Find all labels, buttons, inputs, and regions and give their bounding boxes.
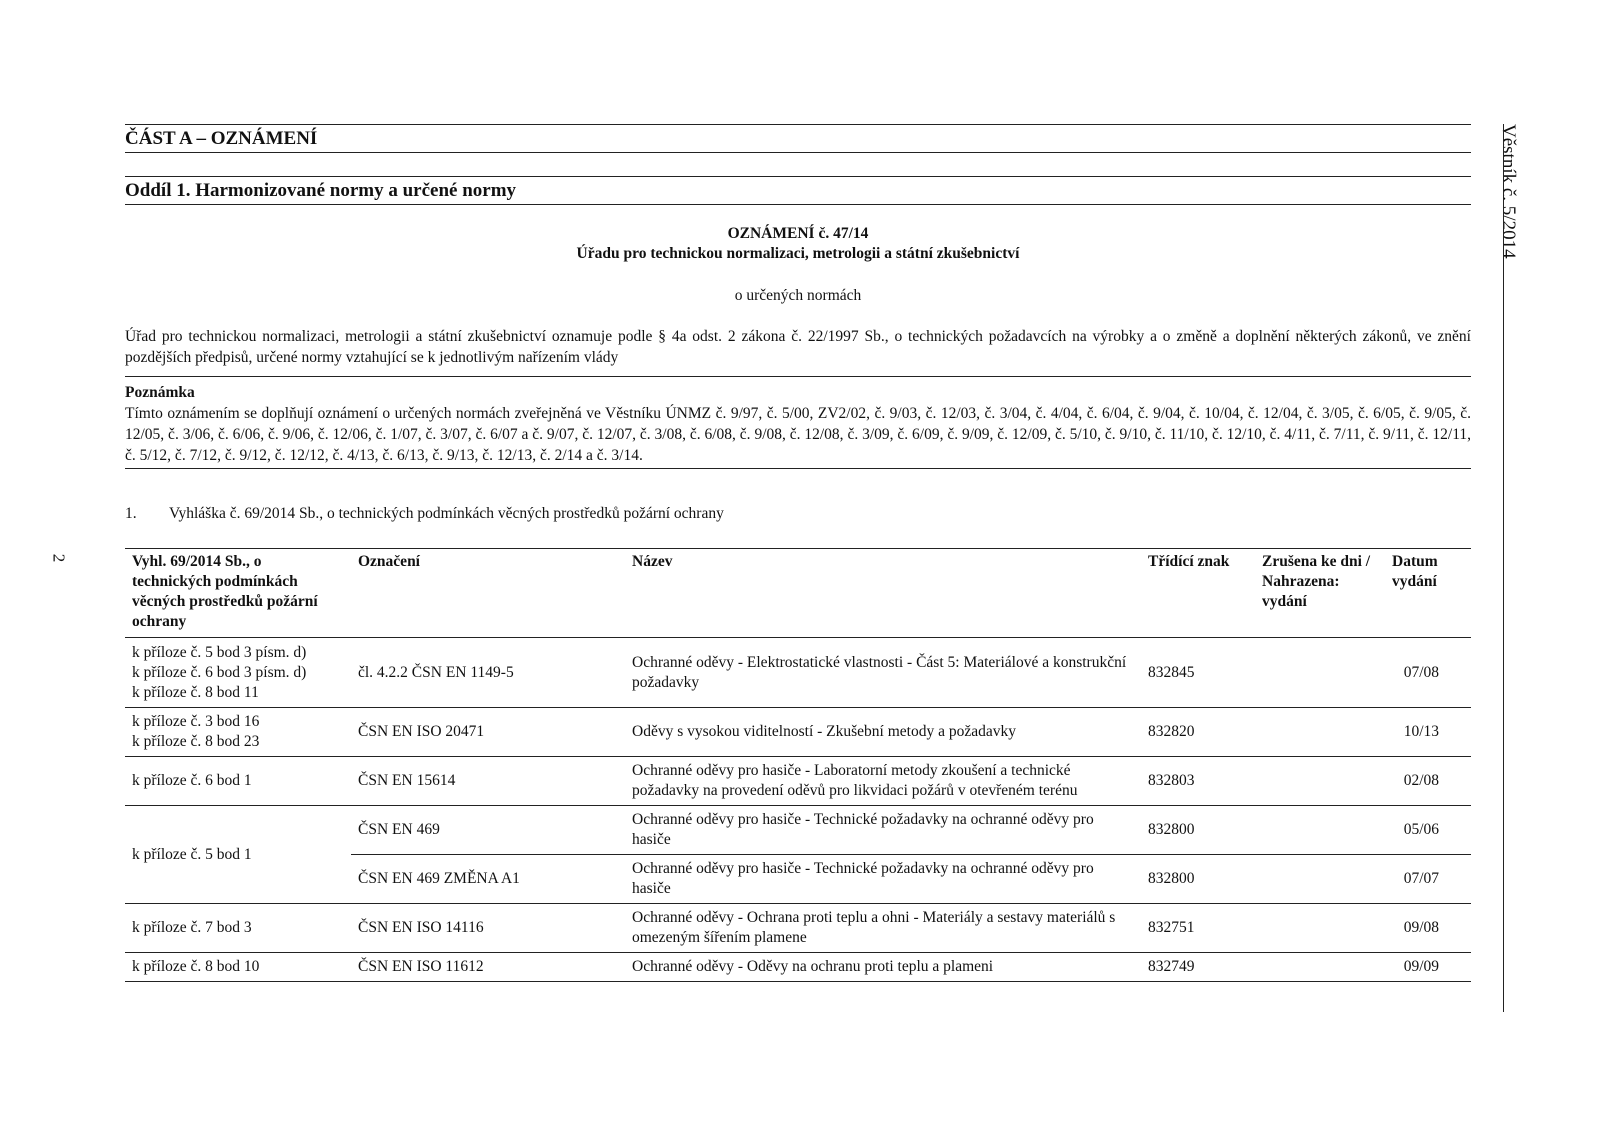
cell-code: 832751 (1141, 904, 1255, 953)
notice-issuer: Úřadu pro technickou normalizaci, metrologii a státní zkušebnictví (576, 245, 1020, 262)
header-cancelled: Zrušena ke dni / Nahrazena: vydání (1255, 549, 1385, 638)
note-heading: Poznámka (125, 384, 195, 401)
part-title-rule (125, 152, 1471, 153)
cell-designation: čl. 4.2.2 ČSN EN 1149-5 (351, 638, 625, 708)
cell-code: 832820 (1141, 708, 1255, 757)
cell-annex: k příloze č. 3 bod 16 k příloze č. 8 bod 23 (125, 708, 351, 757)
norms-table (125, 548, 1471, 982)
section-top-rule (125, 176, 1471, 177)
table-row (125, 904, 1471, 953)
cell-date: 07/07 (1385, 855, 1471, 904)
cell-designation: ČSN EN ISO 20471 (351, 708, 625, 757)
section-bottom-rule (125, 204, 1471, 205)
part-title: ČÁST A – OZNÁMENÍ (125, 128, 318, 149)
note-block (125, 382, 1471, 466)
note-top-rule (125, 376, 1471, 377)
note-bottom-rule (125, 468, 1471, 469)
cell-cancelled (1255, 855, 1385, 904)
table-row (125, 638, 1471, 708)
cell-cancelled (1255, 638, 1385, 708)
cell-cancelled (1255, 904, 1385, 953)
table-row (125, 806, 1471, 855)
header-annex: Vyhl. 69/2014 Sb., o technických podmínkách věcných prostředků požární ochrany (125, 549, 351, 638)
table-row (125, 953, 1471, 982)
cell-designation: ČSN EN ISO 14116 (351, 904, 625, 953)
list-item-number: 1. (125, 505, 137, 522)
right-margin-rule (1503, 124, 1504, 1012)
top-rule (125, 124, 1471, 125)
cell-code: 832803 (1141, 757, 1255, 806)
cell-name: Ochranné oděvy pro hasiče - Technické požadavky na ochranné oděvy pro hasiče (625, 855, 1141, 904)
cell-annex: k příloze č. 6 bod 1 (125, 757, 351, 806)
cell-name: Ochranné oděvy pro hasiče - Laboratorní metody zkoušení a technické požadavky na provedení oděvů pro likvidaci požárů v otevřeném terénu (625, 757, 1141, 806)
cell-annex: k příloze č. 8 bod 10 (125, 953, 351, 982)
cell-cancelled (1255, 806, 1385, 855)
notice-intro: Úřad pro technickou normalizaci, metrologii a státní zkušebnictví oznamuje podle § 4a odst. 2 zákona č. 22/1997 Sb., o technických požadavcích na výrobky a o změně a doplnění některých zákonů, ve znění pozdějších předpisů, určené normy vztahující se k jednotlivým nařízením vlády (125, 328, 1471, 366)
cell-date: 09/09 (1385, 953, 1471, 982)
cell-name: Oděvy s vysokou viditelností - Zkušební metody a požadavky (625, 708, 1141, 757)
cell-name: Ochranné oděvy - Oděvy na ochranu proti teplu a plameni (625, 953, 1141, 982)
cell-designation: ČSN EN 469 ZMĚNA A1 (351, 855, 625, 904)
cell-designation: ČSN EN 469 (351, 806, 625, 855)
cell-name: Ochranné oděvy pro hasiče - Technické požadavky na ochranné oděvy pro hasiče (625, 806, 1141, 855)
table-row (125, 757, 1471, 806)
header-designation: Označení (351, 549, 625, 638)
table-row (125, 708, 1471, 757)
journal-side-label: Věstník č. 5/2014 (1498, 124, 1519, 259)
cell-code: 832749 (1141, 953, 1255, 982)
cell-code: 832800 (1141, 855, 1255, 904)
cell-name: Ochranné oděvy - Elektrostatické vlastnosti - Část 5: Materiálové a konstrukční požadavky (625, 638, 1141, 708)
list-item (125, 505, 724, 523)
cell-designation: ČSN EN 15614 (351, 757, 625, 806)
cell-designation: ČSN EN ISO 11612 (351, 953, 625, 982)
cell-name: Ochranné oděvy - Ochrana proti teplu a ohni - Materiály a sestavy materiálů s omezeným šířením plamene (625, 904, 1141, 953)
cell-annex: k příloze č. 7 bod 3 (125, 904, 351, 953)
cell-cancelled (1255, 953, 1385, 982)
section-title: Oddíl 1. Harmonizované normy a určené normy (125, 180, 517, 201)
cell-code: 832800 (1141, 806, 1255, 855)
cell-date: 07/08 (1385, 638, 1471, 708)
note-text: Tímto oznámením se doplňují oznámení o určených normách zveřejněná ve Věstníku ÚNMZ č. 9/97, č. 5/00, ZV2/02, č. 9/03, č. 12/03, č. 3/04, č. 4/04, č. 6/04, č. 9/04, č. 10/04, č. 12/04, č. 3/05, č. 6/05, č. 9/05, č. 12/05, č. 3/06, č. 6/06, č. 9/06, č. 12/06, č. 1/07, č. 3/07, č. 6/07 a č. 9/07, č. 12/07, č. 3/08, č. 6/08, č. 9/08, č. 12/08, č. 3/09, č. 6/09, č. 9/09, č. 12/09, č. 5/10, č. 9/10, č. 11/10, č. 12/10, č. 4/11, č. 7/11, č. 9/11, č. 12/11, č. 5/12, č. 7/12, č. 9/12, č. 12/12, č. 4/13, č. 6/13, č. 9/13, č. 12/13, č. 2/14 a č. 3/14. (125, 405, 1471, 464)
table-header-row (125, 549, 1471, 638)
notice-title: OZNÁMENÍ č. 47/14 (727, 225, 869, 242)
cell-date: 10/13 (1385, 708, 1471, 757)
cell-date: 02/08 (1385, 757, 1471, 806)
cell-date: 05/06 (1385, 806, 1471, 855)
header-name: Název (625, 549, 1141, 638)
cell-annex: k příloze č. 5 bod 1 (125, 806, 351, 904)
cell-annex: k příloze č. 5 bod 3 písm. d) k příloze č. 6 bod 3 písm. d) k příloze č. 8 bod 11 (125, 638, 351, 708)
header-date: Datum vydání (1385, 549, 1471, 638)
header-code: Třídící znak (1141, 549, 1255, 638)
cell-cancelled (1255, 757, 1385, 806)
list-item-text: Vyhláška č. 69/2014 Sb., o technických podmínkách věcných prostředků požární ochrany (169, 505, 724, 522)
page-number: 2 (49, 553, 69, 563)
cell-date: 09/08 (1385, 904, 1471, 953)
cell-code: 832845 (1141, 638, 1255, 708)
notice-subject: o určených normách (734, 287, 862, 304)
cell-cancelled (1255, 708, 1385, 757)
